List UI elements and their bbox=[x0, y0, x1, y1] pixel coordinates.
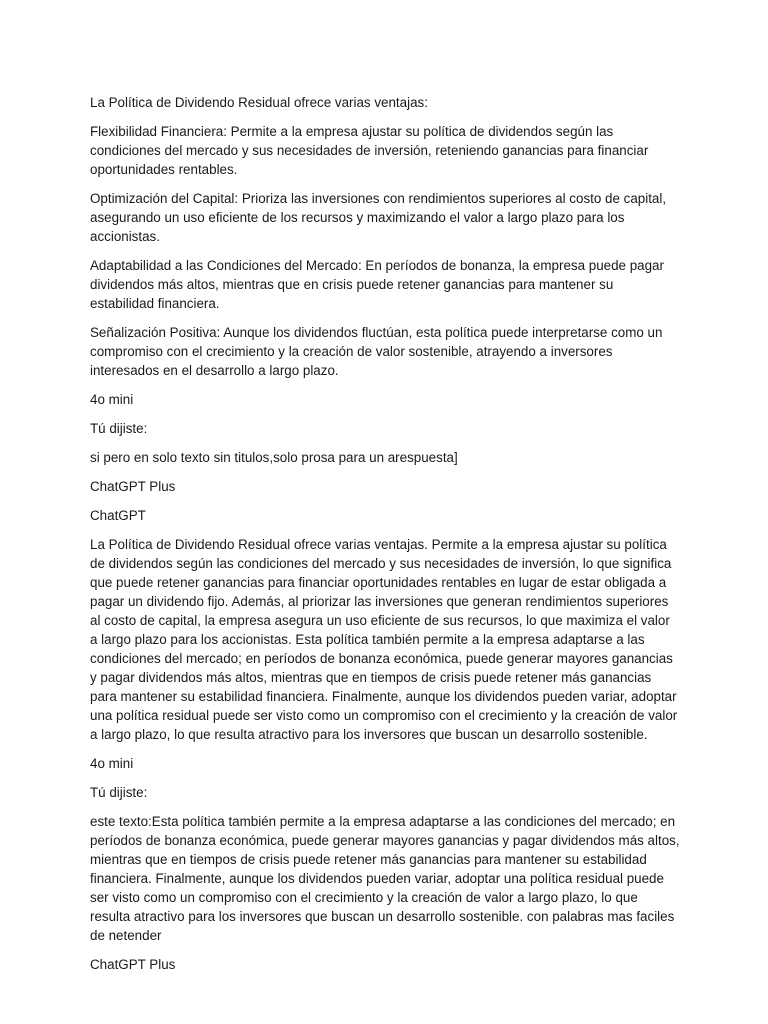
user-said-label: Tú dijiste: bbox=[90, 785, 148, 800]
flexibility-paragraph: Flexibilidad Financiera: Permite a la empresa ajustar su política de dividendos según las condiciones del mercado y sus necesidades de inversión, reteniendo ganancias para financiar oportunidades rentables. bbox=[90, 124, 649, 177]
assistant-response-paragraph: La Política de Dividendo Residual ofrece varias ventajas. Permite a la empresa ajustar su política de dividendos según las condiciones del mercado y sus necesidades de inversión, lo que significa que puede retener ganancias para financiar oportunidades rentables en lugar de estar obligada a pagar un dividendo fijo. Además, al priorizar las inversiones que generan rendimientos superiores al costo de capital, la empresa asegura un uso eficiente de sus recursos, lo que maximiza el valor a largo plazo para los accionistas. Esta política también permite a la empresa adaptarse a las condiciones del mercado; en períodos de bonanza económica, puede generar mayores ganancias y pagar dividendos más altos, mientras que en tiempos de crisis puede retener más ganancias para mantener su estabilidad financiera. Finalmente, aunque los dividendos pueden variar, adoptar una política residual puede ser visto como un compromiso con el crecimiento y la creación de valor a largo plazo, lo que resulta atractivo para los inversores que buscan un desarrollo sostenible. bbox=[90, 537, 678, 742]
user-message: este texto:Esta política también permite a la empresa adaptarse a las condiciones del mercado; en períodos de bonanza económica, puede generar mayores ganancias y pagar dividendos más altos, mientras que en tiempos de crisis puede retener más ganancias para mantener su estabilidad financiera. Finalmente, aunque los dividendos pueden variar, adoptar una política residual puede ser visto como un compromiso con el crecimiento y la creación de valor a largo plazo, lo que resulta atractivo para los inversores que buscan un desarrollo sostenible. con palabras mas faciles de netender bbox=[90, 814, 680, 943]
user-message: si pero en solo texto sin titulos,solo prosa para un arespuesta] bbox=[90, 450, 458, 465]
document-body bbox=[90, 93, 680, 984]
market-adaptability-paragraph: Adaptabilidad a las Condiciones del Mercado: En períodos de bonanza, la empresa puede pagar dividendos más altos, mientras que en crisis puede retener ganancias para mantener su estabilidad financiera. bbox=[90, 258, 664, 311]
model-label: 4o mini bbox=[90, 756, 134, 771]
assistant-plan-label: ChatGPT Plus bbox=[90, 957, 176, 972]
capital-optimization-paragraph: Optimización del Capital: Prioriza las inversiones con rendimientos superiores al costo de capital, asegurando un uso eficiente de los recursos y maximizando el valor a largo plazo para los accionistas. bbox=[90, 191, 667, 244]
assistant-name-label: ChatGPT bbox=[90, 508, 146, 523]
intro-paragraph: La Política de Dividendo Residual ofrece varias ventajas: bbox=[90, 95, 428, 110]
positive-signaling-paragraph: Señalización Positiva: Aunque los dividendos fluctúan, esta política puede interpretarse como un compromiso con el crecimiento y la creación de valor sostenible, atrayendo a inversores interesados en el desarrollo a largo plazo. bbox=[90, 325, 663, 378]
assistant-plan-label: ChatGPT Plus bbox=[90, 479, 176, 494]
user-said-label: Tú dijiste: bbox=[90, 421, 148, 436]
model-label: 4o mini bbox=[90, 392, 134, 407]
